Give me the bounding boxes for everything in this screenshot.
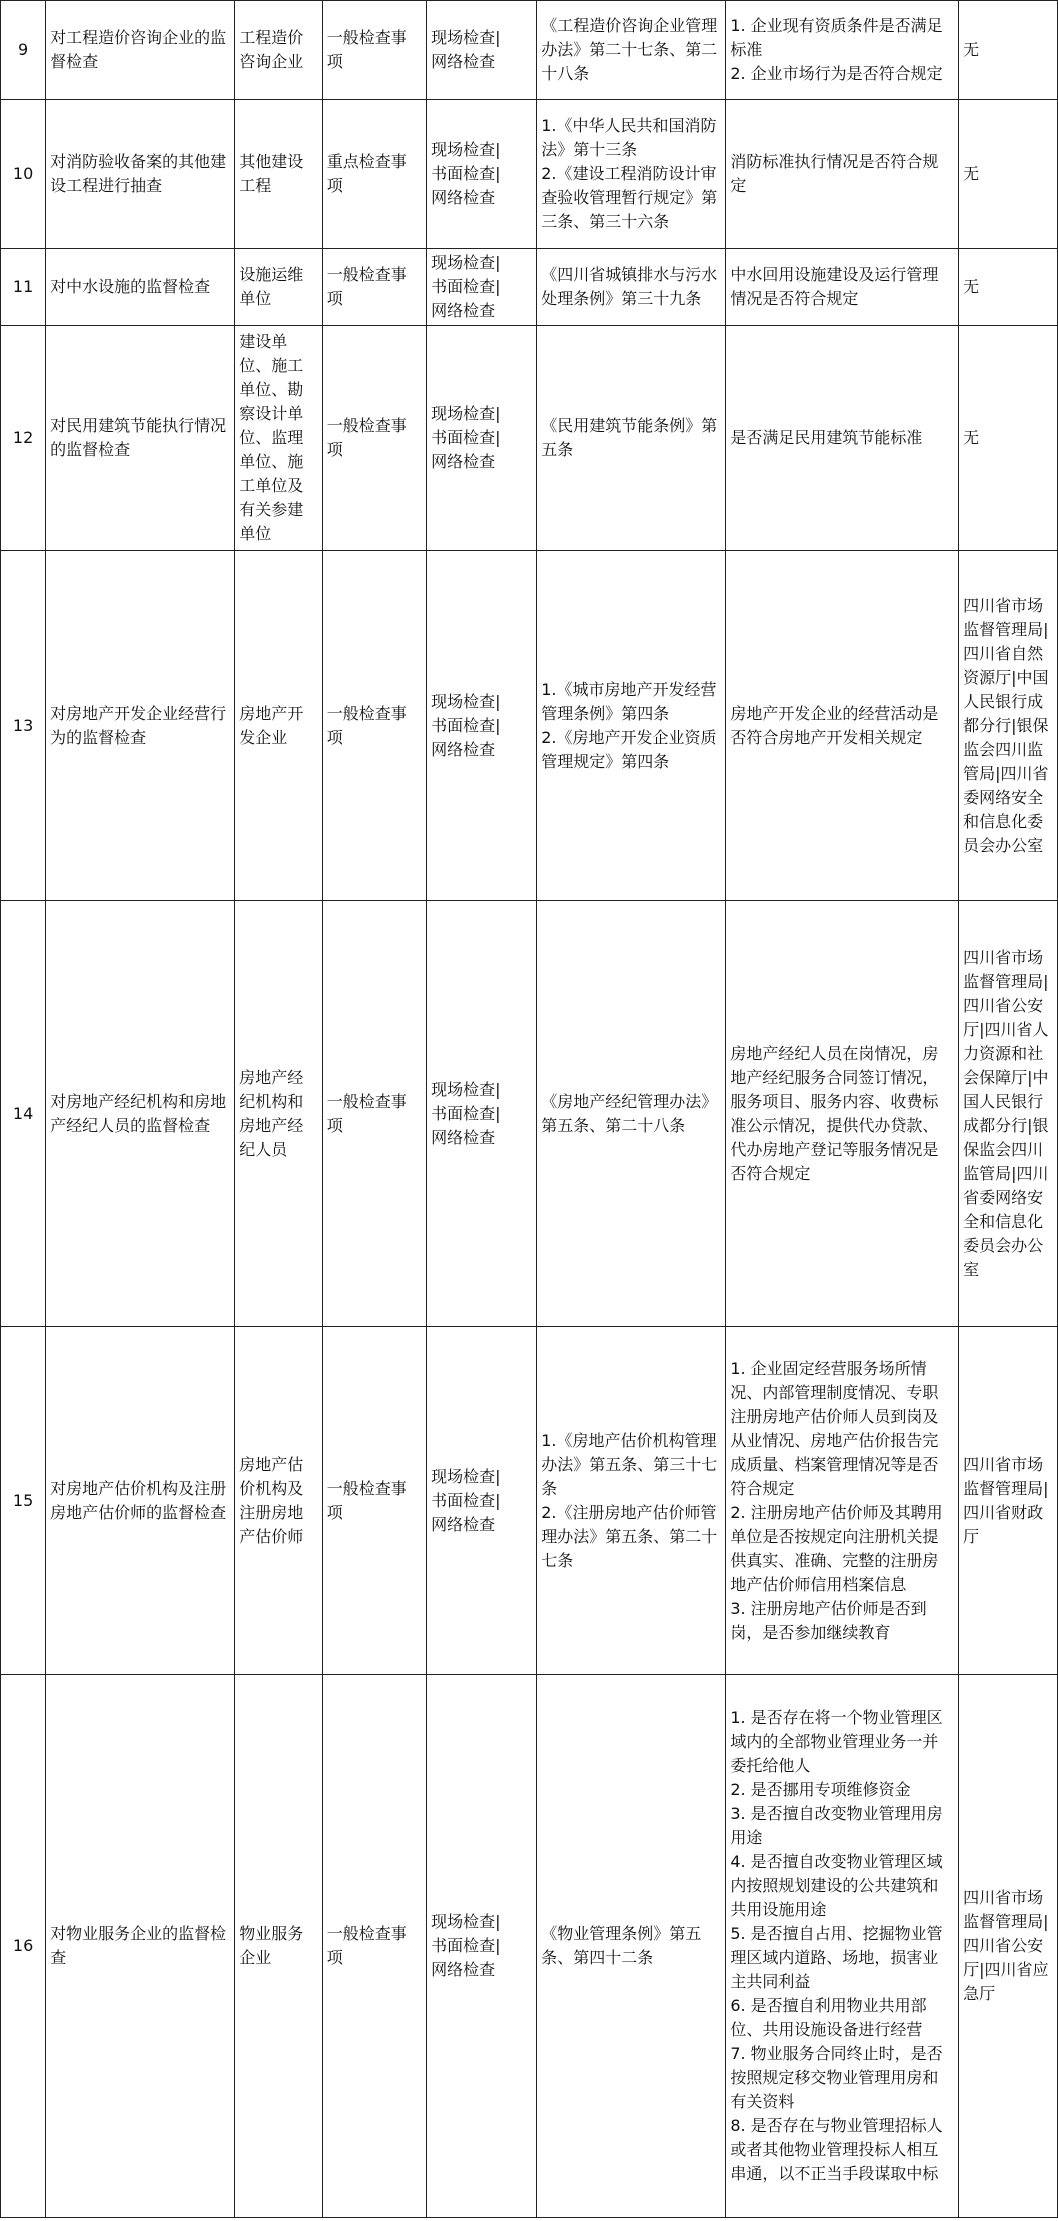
inspection-content: 中水回用设施建设及运行管理情况是否符合规定 <box>726 249 959 326</box>
inspection-method: 现场检查| 书面检查| 网络检查 <box>427 551 537 901</box>
inspection-basis: 《工程造价咨询企业管理办法》第二十七条、第二十八条 <box>537 1 726 100</box>
row-index: 10 <box>1 100 46 249</box>
inspection-object: 物业服务企业 <box>235 1675 322 2218</box>
inspection-object: 工程造价咨询企业 <box>235 1 322 100</box>
table-row <box>1 901 1058 1327</box>
inspection-item: 对房地产开发企业经营行为的监督检查 <box>46 551 235 901</box>
table-body <box>1 1 1058 2218</box>
inspection-content: 1. 企业现有资质条件是否满足标准 2. 企业市场行为是否符合规定 <box>726 1 959 100</box>
table-row <box>1 326 1058 551</box>
inspection-object: 房地产开发企业 <box>235 551 322 901</box>
inspection-content: 消防标准执行情况是否符合规定 <box>726 100 959 249</box>
row-index: 13 <box>1 551 46 901</box>
inspection-item: 对工程造价咨询企业的监督检查 <box>46 1 235 100</box>
joint-departments: 无 <box>959 1 1058 100</box>
joint-departments: 四川省市场监督管理局|四川省财政厅 <box>959 1327 1058 1675</box>
joint-departments: 无 <box>959 249 1058 326</box>
inspection-basis: 1.《城市房地产开发经营管理条例》第四条 2.《房地产开发企业资质管理规定》第四条 <box>537 551 726 901</box>
inspection-item: 对房地产估价机构及注册房地产估价师的监督检查 <box>46 1327 235 1675</box>
inspection-basis: 1.《房地产估价机构管理办法》第五条、第三十七条 2.《注册房地产估价师管理办法》第五条、第二十七条 <box>537 1327 726 1675</box>
inspection-item: 对房地产经纪机构和房地产经纪人员的监督检查 <box>46 901 235 1327</box>
inspection-category: 一般检查事项 <box>322 901 426 1327</box>
joint-departments: 四川省市场监督管理局|四川省公安厅|四川省人力资源和社会保障厅|中国人民银行成都分行|银保监会四川监管局|四川省委网络安全和信息化委员会办公室 <box>959 901 1058 1327</box>
inspection-content: 1. 是否存在将一个物业管理区域内的全部物业管理业务一并委托给他人 2. 是否挪用专项维修资金 3. 是否擅自改变物业管理用房用途 4. 是否擅自改变物业管理区域内按照规划建设的公共建筑和共用设施用途 5. 是否擅自占用、挖掘物业管理区域内道路、场地，损害业主共同利益 6. 是否擅自利用物业共用部位、共用设施设备进行经营 7. 物业服务合同终止时，是否按照规定移交物业管理用房和有关资料 8. 是否存在与物业管理招标人或者其他物业管理投标人相互串通，以不正当手段谋取中标 <box>726 1675 959 2218</box>
inspection-object: 房地产经纪机构和房地产经纪人员 <box>235 901 322 1327</box>
inspection-method: 现场检查| 书面检查| 网络检查 <box>427 1327 537 1675</box>
inspection-item: 对民用建筑节能执行情况的监督检查 <box>46 326 235 551</box>
table-row <box>1 551 1058 901</box>
inspection-object: 房地产估价机构及注册房地产估价师 <box>235 1327 322 1675</box>
joint-departments: 无 <box>959 326 1058 551</box>
inspection-content: 房地产开发企业的经营活动是否符合房地产开发相关规定 <box>726 551 959 901</box>
inspection-item: 对中水设施的监督检查 <box>46 249 235 326</box>
inspection-item: 对物业服务企业的监督检查 <box>46 1675 235 2218</box>
inspection-object: 设施运维单位 <box>235 249 322 326</box>
row-index: 12 <box>1 326 46 551</box>
inspection-basis: 《物业管理条例》第五条、第四十二条 <box>537 1675 726 2218</box>
table-row <box>1 1327 1058 1675</box>
joint-departments: 四川省市场监督管理局|四川省公安厅|四川省应急厅 <box>959 1675 1058 2218</box>
row-index: 9 <box>1 1 46 100</box>
inspection-basis: 《房地产经纪管理办法》第五条、第二十八条 <box>537 901 726 1327</box>
inspection-item: 对消防验收备案的其他建设工程进行抽查 <box>46 100 235 249</box>
inspection-method: 现场检查| 网络检查 <box>427 1 537 100</box>
inspection-method: 现场检查| 书面检查| 网络检查 <box>427 326 537 551</box>
row-index: 11 <box>1 249 46 326</box>
inspection-basis: 《四川省城镇排水与污水处理条例》第三十九条 <box>537 249 726 326</box>
inspection-content: 房地产经纪人员在岗情况，房地产经纪服务合同签订情况，服务项目、服务内容、收费标准公示情况，提供代办贷款、代办房地产登记等服务情况是否符合规定 <box>726 901 959 1327</box>
joint-departments: 无 <box>959 100 1058 249</box>
inspection-basis: 《民用建筑节能条例》第五条 <box>537 326 726 551</box>
table-row <box>1 1675 1058 2218</box>
row-index: 14 <box>1 901 46 1327</box>
inspection-method: 现场检查| 书面检查| 网络检查 <box>427 1675 537 2218</box>
joint-departments: 四川省市场监督管理局|四川省自然资源厅|中国人民银行成都分行|银保监会四川监管局|四川省委网络安全和信息化委员会办公室 <box>959 551 1058 901</box>
inspection-category: 一般检查事项 <box>322 1327 426 1675</box>
table-row <box>1 100 1058 249</box>
inspection-method: 现场检查| 书面检查| 网络检查 <box>427 249 537 326</box>
inspection-category: 重点检查事项 <box>322 100 426 249</box>
row-index: 15 <box>1 1327 46 1675</box>
inspection-method: 现场检查| 书面检查| 网络检查 <box>427 100 537 249</box>
inspection-category: 一般检查事项 <box>322 1 426 100</box>
row-index: 16 <box>1 1675 46 2218</box>
inspection-content: 是否满足民用建筑节能标准 <box>726 326 959 551</box>
inspection-content: 1. 企业固定经营服务场所情况、内部管理制度情况、专职注册房地产估价师人员到岗及从业情况、房地产估价报告完成质量、档案管理情况等是否符合规定 2. 注册房地产估价师及其聘用单位是否按规定向注册机关提供真实、准确、完整的注册房地产估价师信用档案信息 3. 注册房地产估价师是否到岗，是否参加继续教育 <box>726 1327 959 1675</box>
inspection-basis: 1.《中华人民共和国消防法》第十三条 2.《建设工程消防设计审查验收管理暂行规定》第三条、第三十六条 <box>537 100 726 249</box>
inspection-category: 一般检查事项 <box>322 551 426 901</box>
inspection-object: 建设单位、施工单位、勘察设计单位、监理单位、施工单位及有关参建单位 <box>235 326 322 551</box>
inspection-category: 一般检查事项 <box>322 326 426 551</box>
table-row <box>1 1 1058 100</box>
table-row <box>1 249 1058 326</box>
inspection-object: 其他建设工程 <box>235 100 322 249</box>
inspection-category: 一般检查事项 <box>322 249 426 326</box>
inspection-category: 一般检查事项 <box>322 1675 426 2218</box>
inspection-method: 现场检查| 书面检查| 网络检查 <box>427 901 537 1327</box>
